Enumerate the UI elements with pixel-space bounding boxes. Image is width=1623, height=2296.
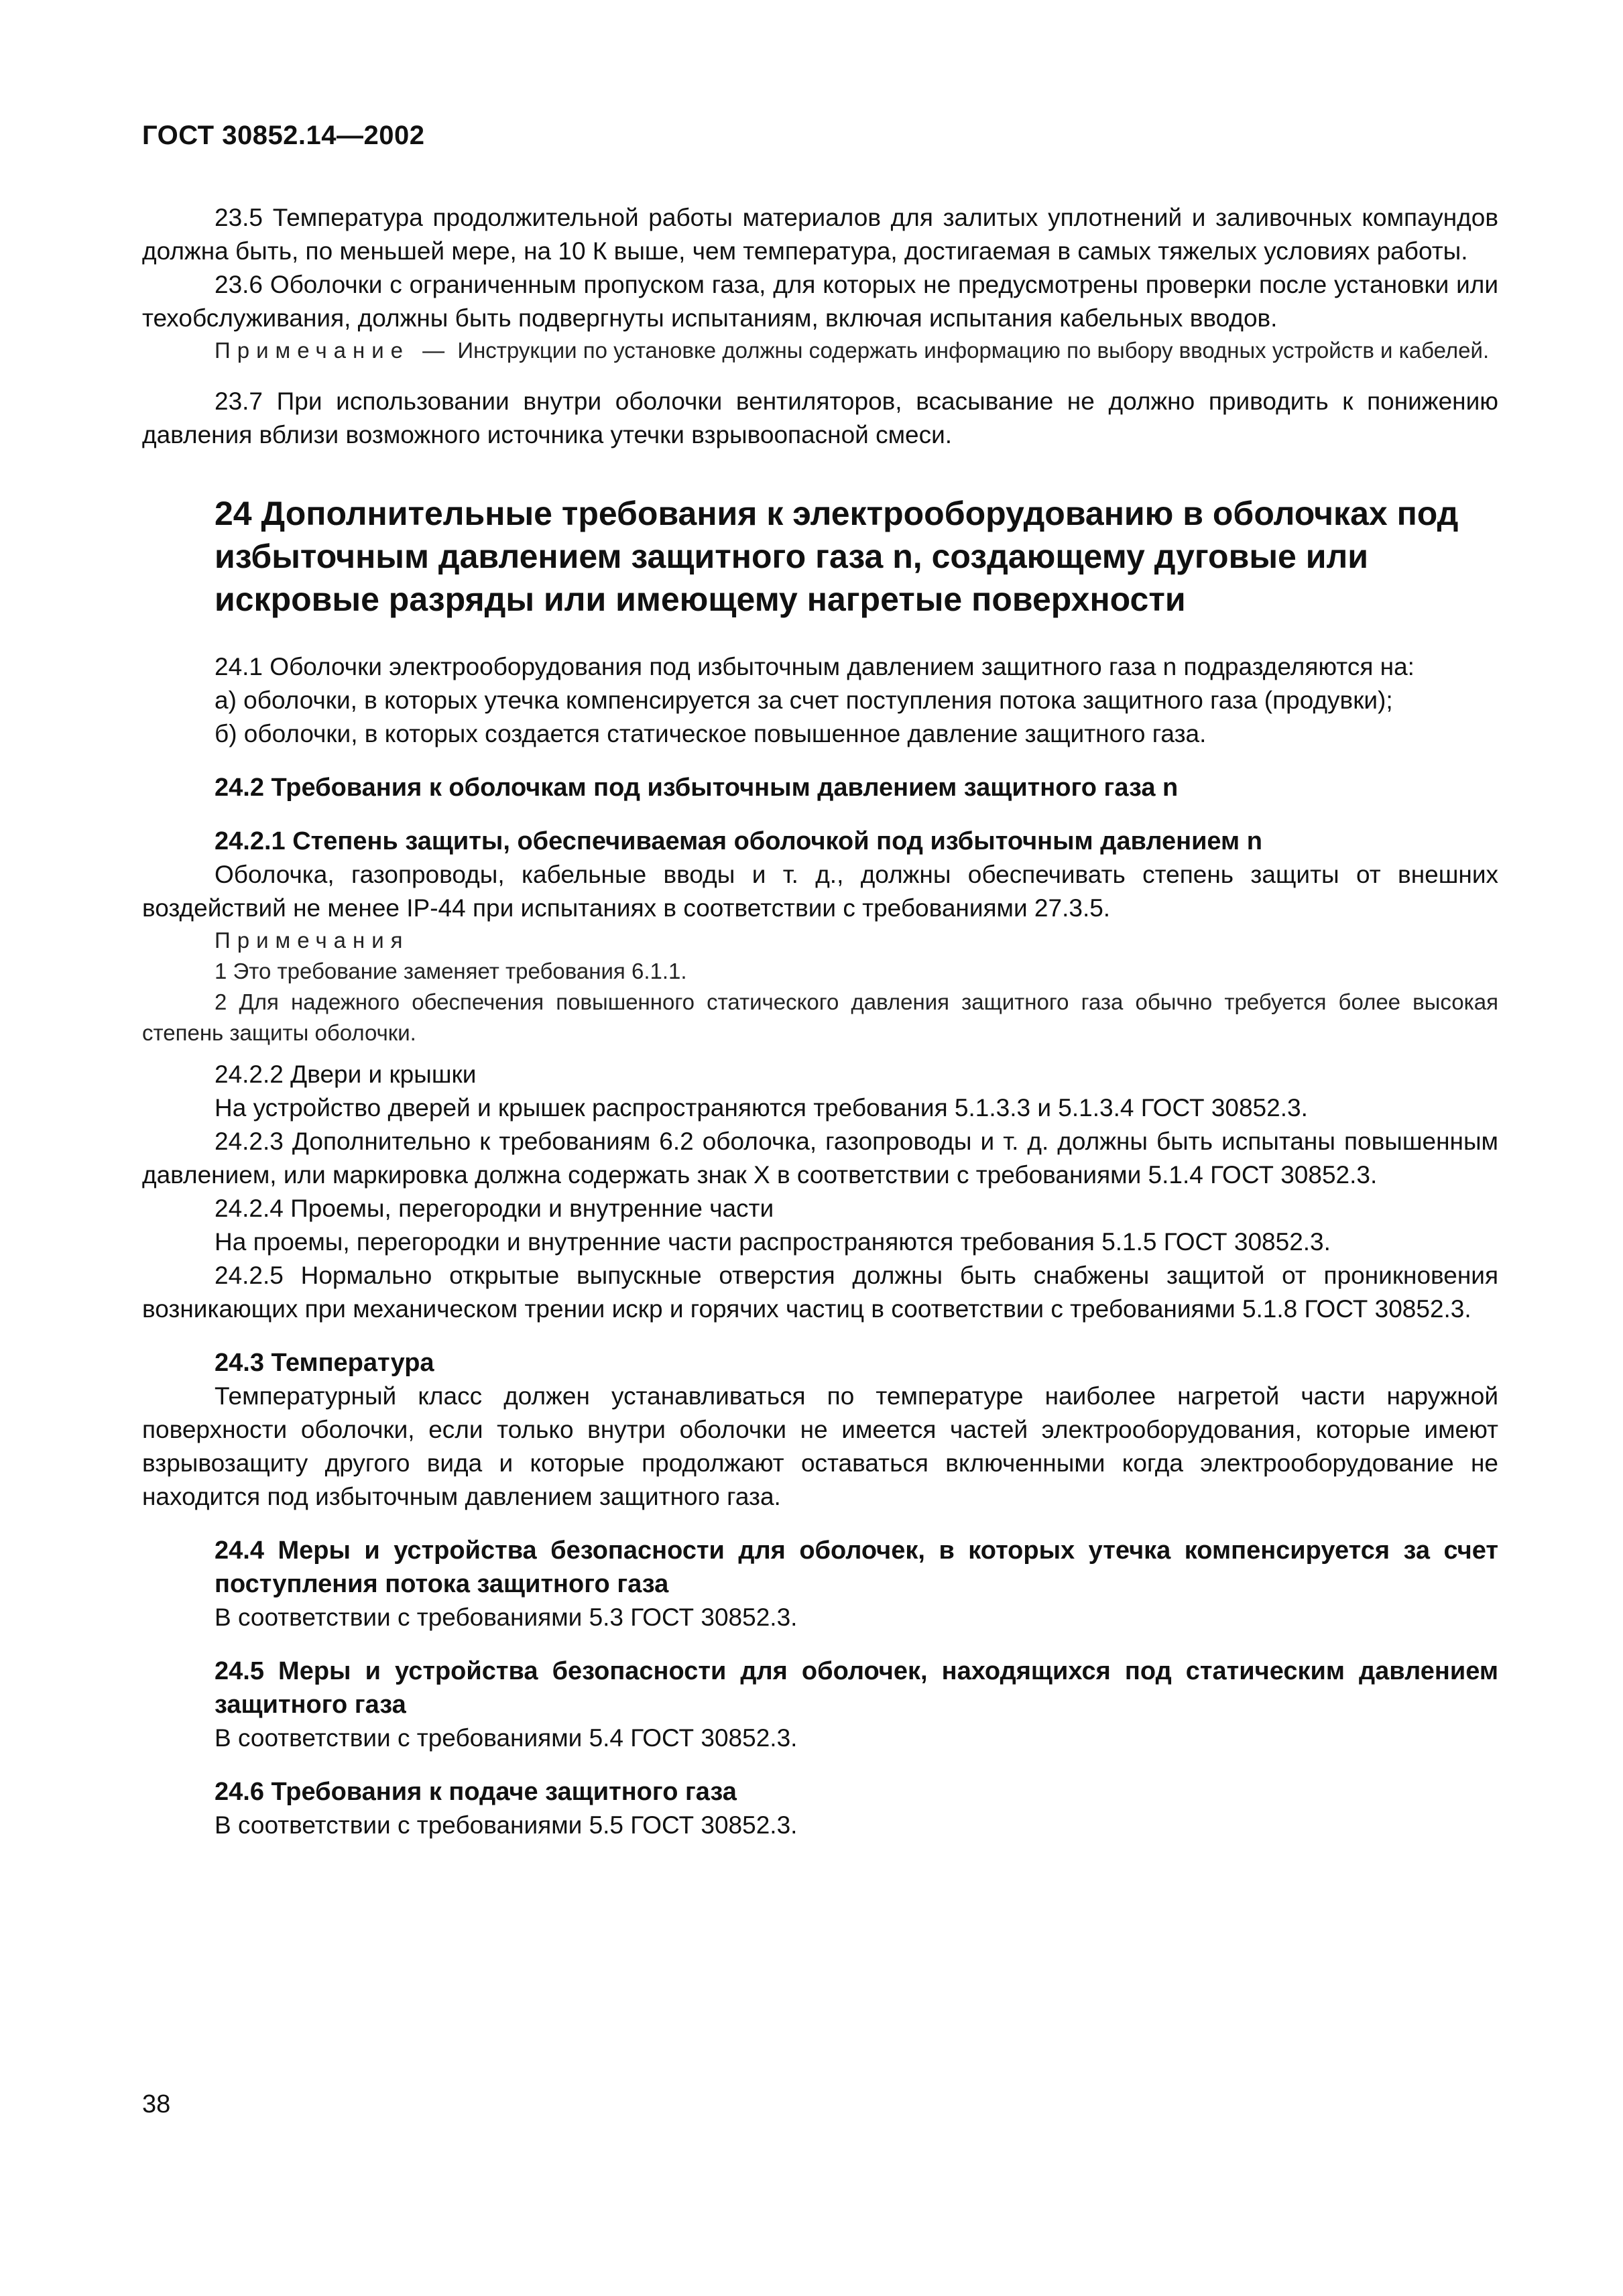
note-item-2: 2 Для надежного обеспечения повышенного статического давления защитного газа обычно требуется более высокая степень защиты оболочки.: [142, 989, 1498, 1045]
paragraph-24-2-3: 24.2.3 Дополнительно к требованиям 6.2 оболочка, газопроводы и т. д. должны быть испытаны повышенным давлением, или маркировка должна содержать знак X в соответствии с требованиями 5.1.4 ГОСТ 30852.3.: [142, 1128, 1498, 1189]
paragraph-24-1: 24.1 Оболочки электрооборудования под избыточным давлением защитного газа n подразделяются на:: [215, 653, 1415, 680]
paragraph-23-6: 23.6 Оболочки с ограниченным пропуском газа, для которых не предусмотрены проверки после установки или техобслуживания, должны быть подвергнуты испытаниям, включая испытания кабельных вводов.: [142, 271, 1498, 332]
paragraph-23-5: 23.5 Температура продолжительной работы материалов для залитых уплотнений и заливочных компаундов должна быть, по меньшей мере, на 10 К выше, чем температура, достигаемая в самых тяжелых условиях работы.: [142, 204, 1498, 265]
heading-24-6: 24.6 Требования к подаче защитного газа: [215, 1778, 737, 1806]
paragraph-24-2-1: Оболочка, газопроводы, кабельные вводы и т. д., должны обеспечивать степень защиты от внешних воздействий не менее IP-44 при испытаниях в соответствии с требованиями 27.3.5.: [142, 861, 1498, 922]
notes-label-text: Примечания: [215, 928, 410, 953]
paragraph-24-2-5: 24.2.5 Нормально открытые выпускные отверстия должны быть снабжены защитой от проникновения возникающих при механическом трении искр и горячих частиц в соответствии с требованиями 5.1.8 ГОСТ 30852.3.: [142, 1262, 1498, 1323]
notes-label: [142, 925, 1498, 956]
paragraph-23-7: 23.7 При использовании внутри оболочки вентиляторов, всасывание не должно приводить к понижению давления вблизи возможного источника утечки взрывоопасной смеси.: [142, 387, 1498, 448]
paragraph-24-1-b: б) оболочки, в которых создается статическое повышенное давление защитного газа.: [215, 720, 1207, 747]
paragraph-24-3: Температурный класс должен устанавливаться по температуре наиболее нагретой части наружной поверхности оболочки, если только внутри оболочки не имеется частей электрооборудования, которые имеют взрывозащиту другого вида и которые продолжают оставаться включенными когда электрооборудование не находится под избыточным давлением защитного газа.: [142, 1382, 1498, 1510]
paragraph-24-2-4-title: 24.2.4 Проемы, перегородки и внутренние части: [215, 1195, 774, 1222]
heading-24-5: 24.5 Меры и устройства безопасности для оболочек, находящихся под статическим давлением защитного газа: [215, 1657, 1498, 1719]
note-text: Инструкции по установке должны содержать информацию по выбору вводных устройств и кабелей.: [451, 338, 1490, 363]
paragraph-24-4: В соответствии с требованиями 5.3 ГОСТ 30852.3.: [215, 1604, 798, 1631]
paragraph-24-6: В соответствии с требованиями 5.5 ГОСТ 30852.3.: [215, 1811, 798, 1839]
heading-24-4: 24.4 Меры и устройства безопасности для оболочек, в которых утечка компенсируется за счет поступления потока защитного газа: [215, 1536, 1498, 1598]
paragraph-24-5: В соответствии с требованиями 5.4 ГОСТ 30852.3.: [215, 1724, 798, 1752]
paragraph-24-2-4: На проемы, перегородки и внутренние части распространяются требования 5.1.5 ГОСТ 30852.3.: [215, 1228, 1331, 1256]
heading-24-3: 24.3 Температура: [215, 1349, 434, 1377]
paragraph-24-1-a: а) оболочки, в которых утечка компенсируется за счет поступления потока защитного газа (продувки);: [215, 686, 1393, 714]
note-item-1: 1 Это требование заменяет требования 6.1.1.: [215, 959, 687, 983]
section-24-title: 24 Дополнительные требования к электрооборудованию в оболочках под избыточным давлением защитного газа n, создающему дуговые или искровые разряды или имеющему нагретые поверхности: [215, 495, 1459, 618]
paragraph-24-2-2: На устройство дверей и крышек распространяются требования 5.1.3.3 и 5.1.3.4 ГОСТ 30852.3.: [215, 1094, 1308, 1122]
note-label: Примечание —: [215, 338, 452, 363]
paragraph-24-2-2-title: 24.2.2 Двери и крышки: [215, 1061, 477, 1088]
note-23-6: [142, 335, 1498, 366]
document-header: ГОСТ 30852.14—2002: [142, 121, 425, 150]
page-content: [142, 201, 1498, 1842]
heading-24-2: 24.2 Требования к оболочкам под избыточным давлением защитного газа n: [215, 774, 1179, 802]
heading-24-2-1: 24.2.1 Степень защиты, обеспечиваемая оболочкой под избыточным давлением n: [215, 827, 1262, 855]
page-number: 38: [142, 2090, 171, 2118]
